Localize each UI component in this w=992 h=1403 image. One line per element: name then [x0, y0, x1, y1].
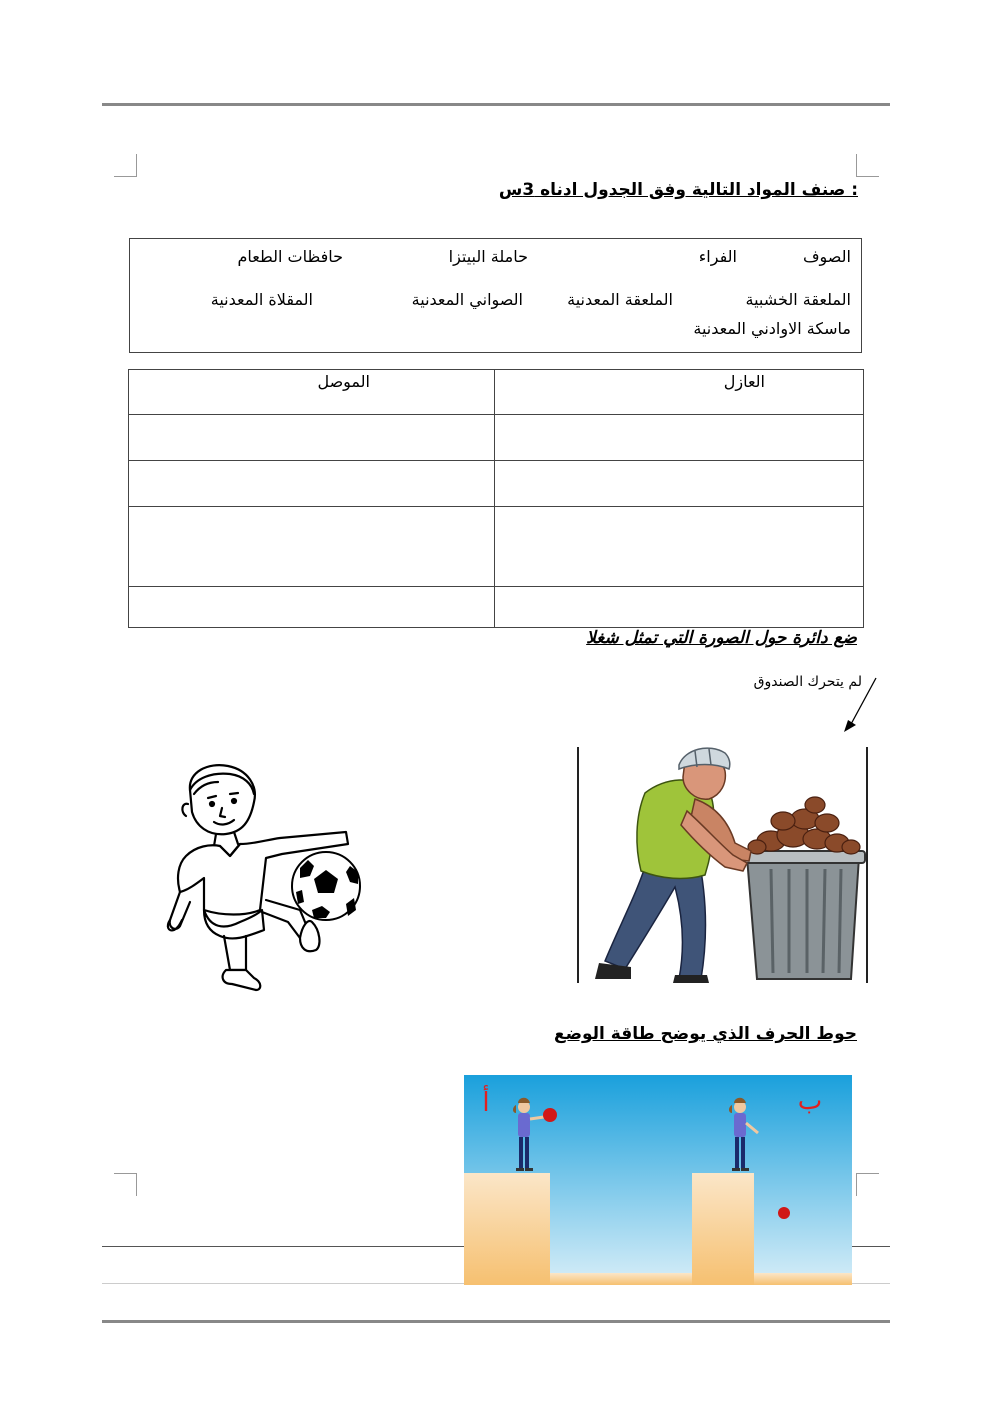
- corner-mark-br: [856, 1173, 879, 1196]
- ball-dropped: [778, 1207, 790, 1219]
- answer-cell-conductor[interactable]: [129, 461, 495, 507]
- materials-box: [129, 238, 862, 353]
- material-item: ماسكة الاوادني المعدنية: [693, 319, 851, 338]
- answer-cell-insulator[interactable]: [495, 507, 864, 587]
- material-item: الفراء: [698, 247, 737, 266]
- annotation-box-not-moved: لم يتحرك الصندوق: [753, 674, 862, 690]
- q1-title: : صنف المواد التالية وفق الجدول ادناه 3س: [498, 180, 858, 200]
- material-item: الملعقة المعدنية: [567, 290, 673, 309]
- sorting-table: [128, 369, 864, 628]
- answer-cell-conductor[interactable]: [129, 415, 495, 461]
- material-item: الصوف: [802, 247, 851, 266]
- label-b[interactable]: ب: [797, 1086, 823, 1116]
- material-item: الملعقة الخشبية: [745, 290, 851, 309]
- answer-cell-insulator[interactable]: [495, 415, 864, 461]
- label-a[interactable]: أ: [482, 1088, 490, 1118]
- worker-pushing-cart-image[interactable]: [575, 747, 871, 987]
- boy-kicking-ball-image[interactable]: [150, 760, 370, 1000]
- annotation-arrow: [840, 674, 880, 734]
- soccer-ball-icon: [292, 852, 360, 920]
- ball-held: [543, 1108, 557, 1122]
- q3-title: حوط الحرف الذي يوضح طاقة الوضع: [553, 1024, 857, 1044]
- answer-cell-insulator[interactable]: [495, 461, 864, 507]
- corner-mark-bl: [114, 1173, 137, 1196]
- material-item: حافظات الطعام: [237, 247, 343, 266]
- bottom-rule: [102, 1320, 890, 1323]
- top-rule: [102, 103, 890, 106]
- potential-energy-scene-image[interactable]: [464, 1075, 852, 1285]
- material-item: المقلاة المعدنية: [210, 290, 313, 309]
- material-item: الصواني المعدنية: [411, 290, 523, 309]
- corner-mark-tl: [114, 154, 137, 177]
- answer-cell-insulator[interactable]: [495, 587, 864, 628]
- header-insulator: العازل: [495, 370, 864, 415]
- answer-cell-conductor[interactable]: [129, 507, 495, 587]
- q2-title: ضع دائرة حول الصورة التي تمثل شغلا: [586, 628, 857, 648]
- material-item: حاملة البيتزا: [448, 247, 528, 266]
- answer-cell-conductor[interactable]: [129, 587, 495, 628]
- corner-mark-tr: [856, 154, 879, 177]
- header-conductor: الموصل: [129, 370, 495, 415]
